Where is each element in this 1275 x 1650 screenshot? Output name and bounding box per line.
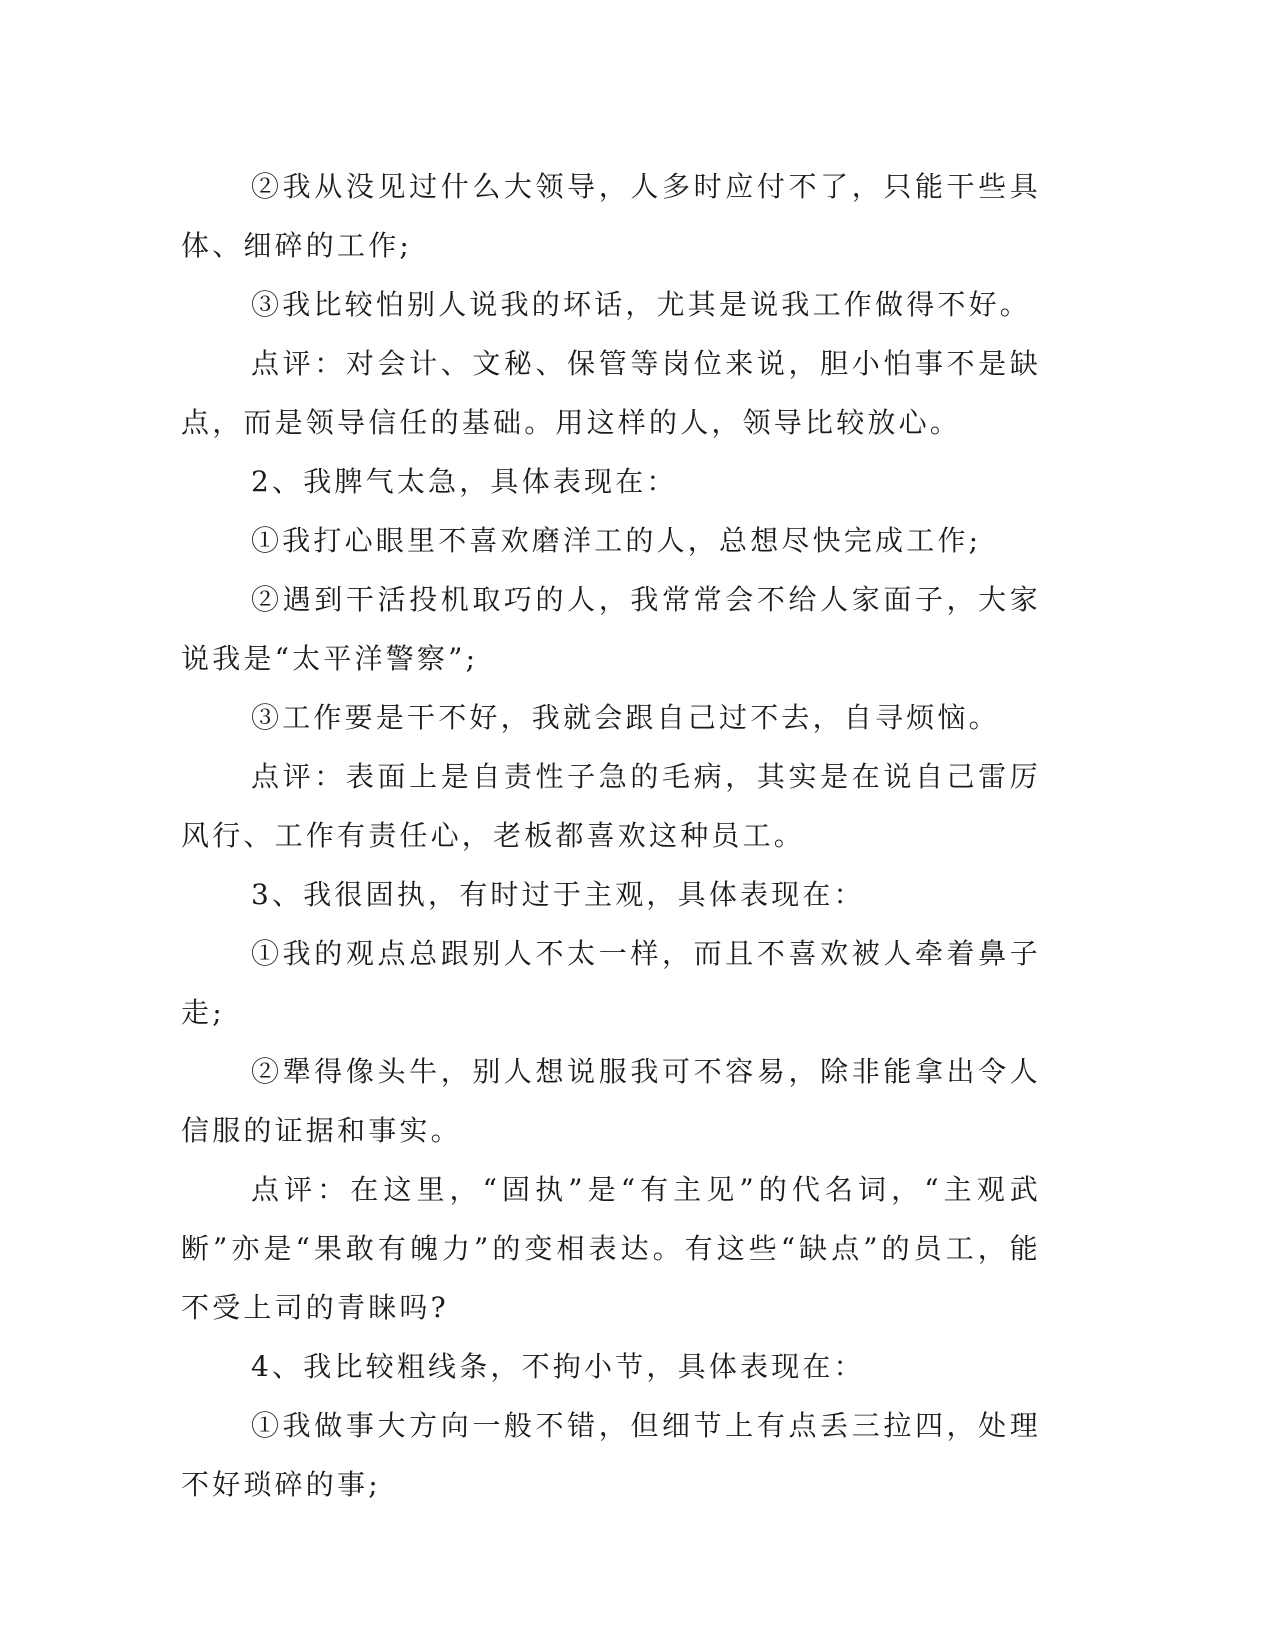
paragraph-point-1-dislike-slackers: ①我打心眼里不喜欢磨洋工的人，总想尽快完成工作;	[251, 524, 982, 557]
paragraph-point-3-afraid-of-gossip: ③我比较怕别人说我的坏话，尤其是说我工作做得不好。	[251, 288, 1032, 321]
paragraph-point-1-big-picture: ①我做事大方向一般不错，但细节上有点丢三拉四，处理不好琐碎的事;	[181, 1409, 1041, 1501]
paragraph-comment-stubborn: 点评：在这里，“固执”是“有主见”的代名词，“主观武断”亦是“果敢有魄力”的变相表达。有这些“缺点”的员工，能不受上司的青睐吗?	[181, 1173, 1041, 1324]
paragraph-heading-4-careless: 4、我比较粗线条，不拘小节，具体表现在：	[251, 1350, 865, 1383]
paragraph-heading-2-temper: 2、我脾气太急，具体表现在：	[251, 465, 678, 498]
paragraph-point-3-self-blame: ③工作要是干不好，我就会跟自己过不去，自寻烦恼。	[251, 701, 1000, 734]
paragraph-point-2-stubborn-ox: ②犟得像头牛，别人想说服我可不容易，除非能拿出令人信服的证据和事实。	[181, 1055, 1041, 1147]
document-body	[181, 157, 1041, 1514]
paragraph-heading-3-stubborn: 3、我很固执，有时过于主观，具体表现在：	[251, 878, 865, 911]
paragraph-point-2-no-big-leaders: ②我从没见过什么大领导，人多时应付不了，只能干些具体、细碎的工作;	[181, 170, 1041, 262]
paragraph-point-2-pacific-police: ②遇到干活投机取巧的人，我常常会不给人家面子，大家说我是“太平洋警察”;	[181, 583, 1041, 675]
paragraph-point-1-own-opinions: ①我的观点总跟别人不太一样，而且不喜欢被人牵着鼻子走;	[181, 937, 1041, 1029]
paragraph-comment-temper: 点评：表面上是自责性子急的毛病，其实是在说自己雷厉风行、工作有责任心，老板都喜欢这种员工。	[181, 760, 1041, 852]
paragraph-comment-timid: 点评：对会计、文秘、保管等岗位来说，胆小怕事不是缺点，而是领导信任的基础。用这样的人，领导比较放心。	[181, 347, 1041, 439]
